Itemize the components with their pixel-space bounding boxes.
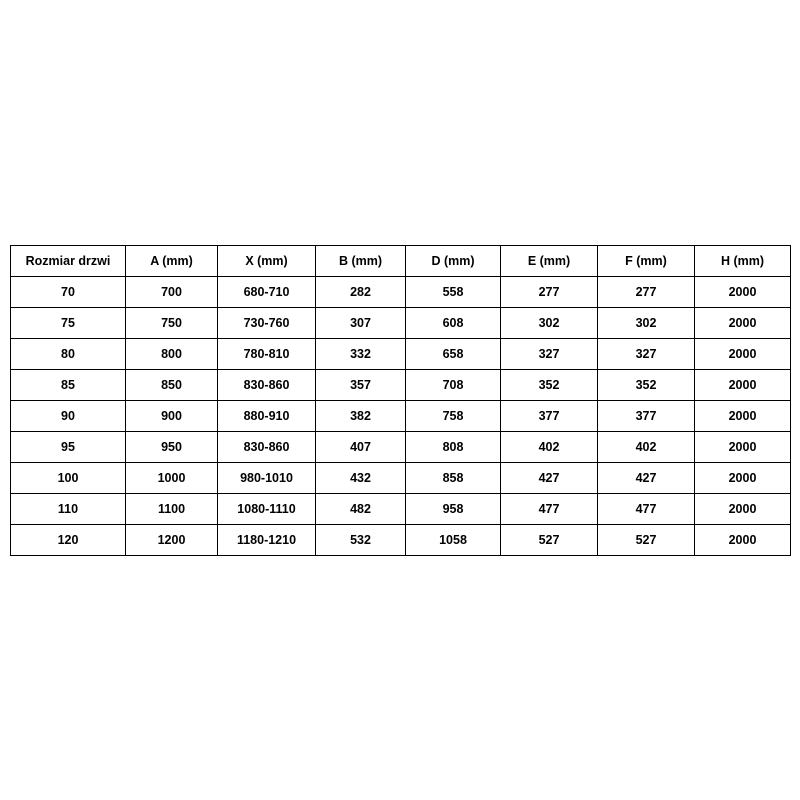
table-row — [11, 401, 791, 432]
column-header-b: B (mm) — [316, 246, 406, 277]
cell-h: 2000 — [695, 339, 791, 370]
cell-f: 277 — [598, 277, 695, 308]
cell-h: 2000 — [695, 463, 791, 494]
cell-size: 75 — [11, 308, 126, 339]
door-size-table — [10, 245, 791, 556]
cell-f: 377 — [598, 401, 695, 432]
cell-b: 382 — [316, 401, 406, 432]
cell-a: 1000 — [126, 463, 218, 494]
cell-e: 277 — [501, 277, 598, 308]
cell-x: 1180-1210 — [218, 525, 316, 556]
cell-x: 880-910 — [218, 401, 316, 432]
table-row — [11, 525, 791, 556]
cell-b: 482 — [316, 494, 406, 525]
cell-b: 532 — [316, 525, 406, 556]
cell-e: 477 — [501, 494, 598, 525]
table-row — [11, 370, 791, 401]
cell-e: 352 — [501, 370, 598, 401]
table-row — [11, 494, 791, 525]
table-header-row — [11, 246, 791, 277]
cell-d: 958 — [406, 494, 501, 525]
column-header-e: E (mm) — [501, 246, 598, 277]
cell-e: 302 — [501, 308, 598, 339]
cell-b: 432 — [316, 463, 406, 494]
cell-x: 1080-1110 — [218, 494, 316, 525]
cell-d: 1058 — [406, 525, 501, 556]
cell-size: 70 — [11, 277, 126, 308]
cell-f: 327 — [598, 339, 695, 370]
cell-h: 2000 — [695, 401, 791, 432]
cell-d: 758 — [406, 401, 501, 432]
column-header-rozmiar-drzwi: Rozmiar drzwi — [11, 246, 126, 277]
cell-a: 850 — [126, 370, 218, 401]
cell-f: 477 — [598, 494, 695, 525]
cell-d: 858 — [406, 463, 501, 494]
cell-e: 402 — [501, 432, 598, 463]
column-header-a: A (mm) — [126, 246, 218, 277]
cell-b: 307 — [316, 308, 406, 339]
cell-size: 90 — [11, 401, 126, 432]
table-body — [11, 277, 791, 556]
table-row — [11, 308, 791, 339]
cell-size: 120 — [11, 525, 126, 556]
cell-size: 100 — [11, 463, 126, 494]
cell-h: 2000 — [695, 494, 791, 525]
column-header-f: F (mm) — [598, 246, 695, 277]
size-table-container — [10, 245, 790, 556]
cell-e: 527 — [501, 525, 598, 556]
table-row — [11, 277, 791, 308]
cell-h: 2000 — [695, 432, 791, 463]
cell-e: 327 — [501, 339, 598, 370]
cell-x: 680-710 — [218, 277, 316, 308]
cell-x: 980-1010 — [218, 463, 316, 494]
cell-size: 110 — [11, 494, 126, 525]
cell-a: 1100 — [126, 494, 218, 525]
cell-b: 282 — [316, 277, 406, 308]
cell-d: 708 — [406, 370, 501, 401]
table-header — [11, 246, 791, 277]
cell-size: 85 — [11, 370, 126, 401]
cell-x: 830-860 — [218, 370, 316, 401]
cell-x: 830-860 — [218, 432, 316, 463]
cell-f: 302 — [598, 308, 695, 339]
cell-x: 730-760 — [218, 308, 316, 339]
cell-e: 427 — [501, 463, 598, 494]
cell-f: 352 — [598, 370, 695, 401]
cell-d: 608 — [406, 308, 501, 339]
cell-e: 377 — [501, 401, 598, 432]
cell-f: 427 — [598, 463, 695, 494]
cell-a: 700 — [126, 277, 218, 308]
cell-size: 80 — [11, 339, 126, 370]
cell-f: 402 — [598, 432, 695, 463]
cell-d: 808 — [406, 432, 501, 463]
cell-a: 1200 — [126, 525, 218, 556]
cell-a: 800 — [126, 339, 218, 370]
cell-b: 357 — [316, 370, 406, 401]
cell-d: 658 — [406, 339, 501, 370]
cell-x: 780-810 — [218, 339, 316, 370]
cell-size: 95 — [11, 432, 126, 463]
cell-h: 2000 — [695, 277, 791, 308]
column-header-x: X (mm) — [218, 246, 316, 277]
column-header-d: D (mm) — [406, 246, 501, 277]
cell-b: 332 — [316, 339, 406, 370]
table-row — [11, 339, 791, 370]
cell-a: 750 — [126, 308, 218, 339]
table-row — [11, 463, 791, 494]
cell-f: 527 — [598, 525, 695, 556]
column-header-h: H (mm) — [695, 246, 791, 277]
table-row — [11, 432, 791, 463]
cell-a: 900 — [126, 401, 218, 432]
cell-h: 2000 — [695, 525, 791, 556]
cell-b: 407 — [316, 432, 406, 463]
cell-h: 2000 — [695, 308, 791, 339]
cell-h: 2000 — [695, 370, 791, 401]
cell-d: 558 — [406, 277, 501, 308]
cell-a: 950 — [126, 432, 218, 463]
